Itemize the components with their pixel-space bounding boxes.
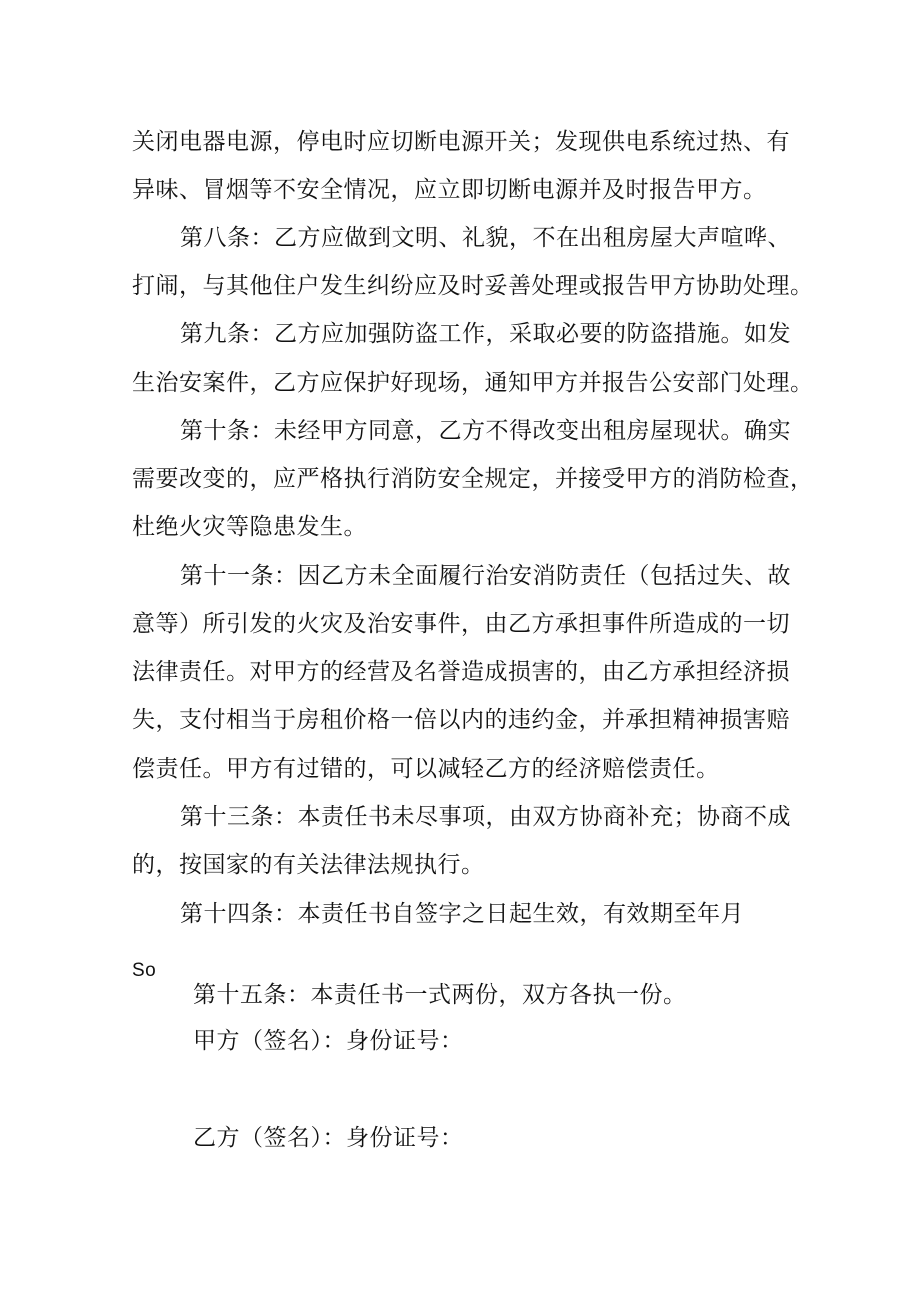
text-line: 意等）所引发的火灾及治安事件，由乙方承担事件所造成的一切 [132,611,790,637]
text-line: 杜绝火灾等隐患发生。 [132,514,367,540]
stray-text: So [132,960,157,981]
text-line: 的，按国家的有关法律法规执行。 [132,852,485,878]
text-line: 失，支付相当于房租价格一倍以内的违约金，并承担精神损害赔 [132,707,790,733]
text-line: 异味、冒烟等不安全情况，应立即切断电源并及时报告甲方。 [132,177,767,203]
text-line: 法律责任。对甲方的经营及名誉造成损害的，由乙方承担经济损 [132,659,790,685]
clause-15-heading-line: 第十五条：本责任书一式两份，双方各执一份。 [193,982,687,1008]
text-line: 打闹，与其他住户发生纠纷应及时妥善处理或报告甲方协助处理。 [132,273,814,299]
text-line: 生治安案件，乙方应保护好现场，通知甲方并报告公安部门处理。 [132,370,814,396]
party-b-signature-line: 乙方（签名）：身份证号： [193,1125,464,1151]
party-a-signature-line: 甲方（签名）：身份证号： [193,1028,464,1054]
text-line: 需要改变的，应严格执行消防安全规定，并接受甲方的消防检查， [132,466,814,492]
text-line: 关闭电器电源，停电时应切断电源开关；发现供电系统过热、有 [132,129,790,155]
clause-8-heading-line: 第八条：乙方应做到文明、礼貌，不在出租房屋大声喧哗、 [180,225,791,251]
clause-13-heading-line: 第十三条：本责任书未尽事项，由双方协商补充；协商不成 [180,804,791,830]
clause-9-heading-line: 第九条：乙方应加强防盗工作，采取必要的防盗措施。如发 [180,321,791,347]
clause-11-heading-line: 第十一条：因乙方未全面履行治安消防责任（包括过失、故 [180,563,791,589]
clause-10-heading-line: 第十条：未经甲方同意，乙方不得改变出租房屋现状。确实 [180,418,791,444]
clause-14-heading-line: 第十四条：本责任书自签字之日起生效，有效期至年月 [180,901,744,927]
text-line: 偿责任。甲方有过错的，可以减轻乙方的经济赔偿责任。 [132,756,720,782]
